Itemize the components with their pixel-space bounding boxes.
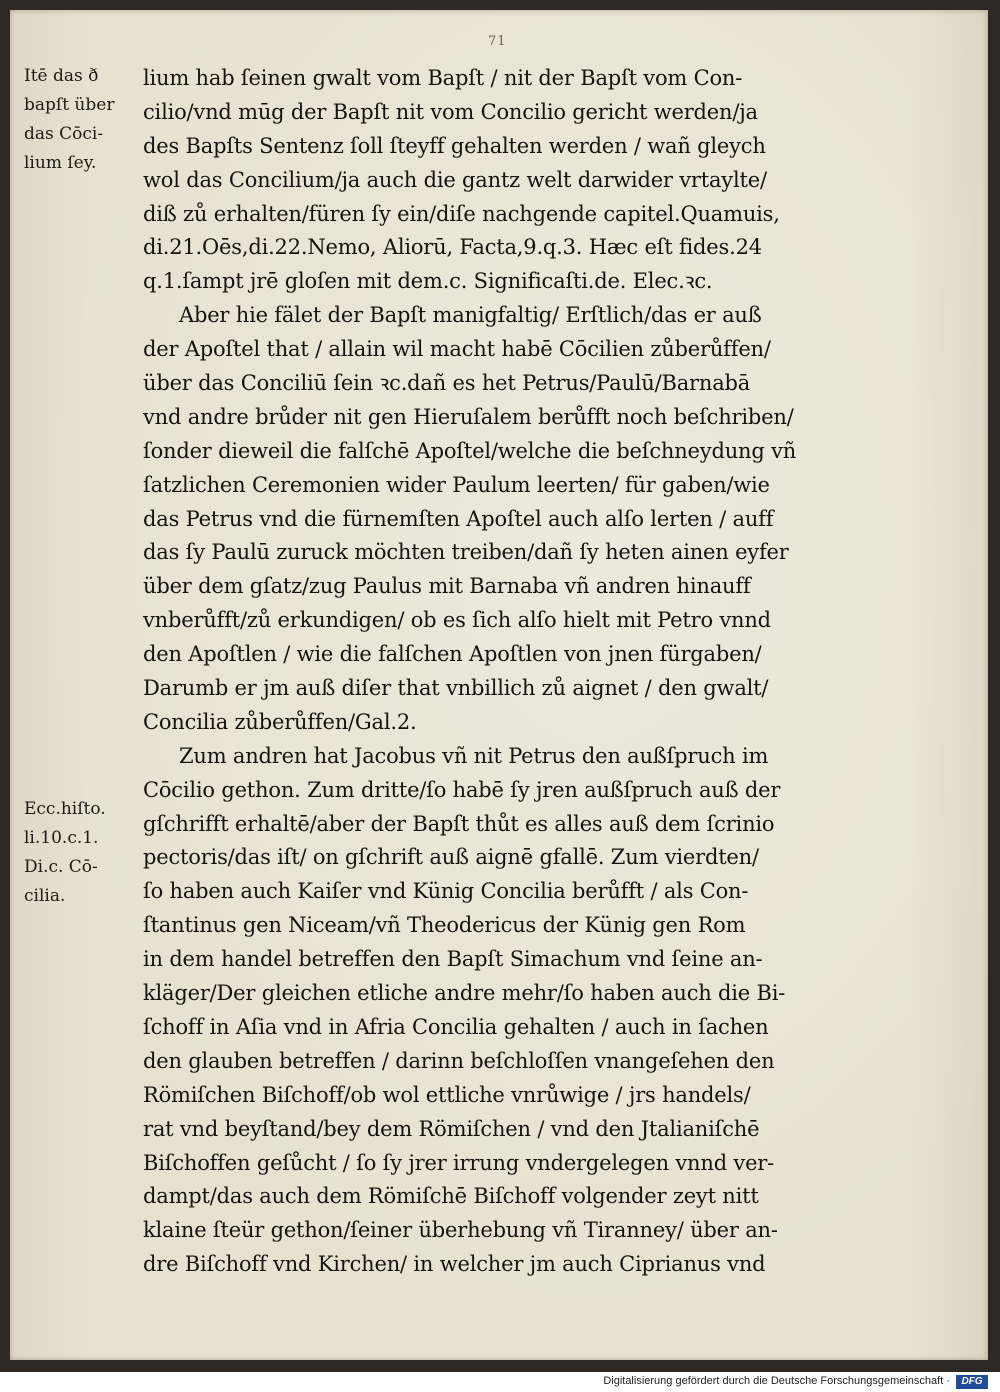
text-line: cilio/vnd mūg der Bapſt nit vom Concilio gericht werden/ja [143,99,758,124]
body-text [143,62,903,1282]
text-line: Concilia zůberůffen/Gal.2. [143,709,417,734]
text-line: Darumb er jm auß diſer that vnbillich zů aignet / den gwalt/ [143,676,769,701]
text-line: den glauben betreffen / darinn beſchloſſen vnangeſehen den [143,1048,775,1073]
margin-note: Itē das ð bapſt über das Cōci‑ lium ſey. [24,66,115,173]
text-line: in dem handel betreffen den Bapſt Simachum vnd ſeine an‑ [143,947,763,972]
text-line: Aber hie fälet der Bapſt manigfaltig/ Erſtlich/das er auß [179,303,762,328]
text-line: diß zů erhalten/füren ſy ein/diſe nachgende capitel.Quamuis, [143,201,780,226]
text-line: q.1.ſampt jrē gloſen mit dem.c. Significaſti.de. Elec.ꝛc. [143,269,713,294]
text-line: Cōcilio gethon. Zum dritte/ſo habē ſy jren außſpruch auß der [143,777,781,802]
text-line: Zum andren hat Jacobus vñ nit Petrus den außſpruch im [179,743,769,768]
margin-note: Ecc.hiſto. li.10.c.1. Di.c. Cō‑ cilia. [24,799,106,906]
text-line: der Apoſtel that / allain wil macht habē Cōcilien zůberůffen/ [143,337,771,362]
text-line: klaine ſteür gethon/ſeiner überhebung vñ Tiranney/ über an‑ [143,1218,778,1243]
text-line: Biſchoffen geſůcht / ſo ſy jrer irrung vndergelegen vnnd ver‑ [143,1150,775,1175]
text-line: lium hab ſeinen gwalt vom Bapſt / nit der Bapſt vom Con‑ [143,66,743,90]
book-page [10,10,988,1360]
text-line: den Apoſtlen / wie die falſchen Apoſtlen von jnen fürgaben/ [143,642,762,667]
text-line: vnd andre brůder nit gen Hieruſalem berůfft noch beſchriben/ [143,404,794,429]
text-line: ſtantinus gen Niceam/vñ Theodericus der Künig gen Rom [143,913,746,938]
text-line: des Bapſts Sentenz ſoll ſteyff gehalten werden / wañ gleych [143,133,766,158]
text-line: über das Conciliū ſein ꝛc.dañ es het Petrus/Paulū/Barnabā [143,371,751,396]
footer-bar [0,1372,1000,1392]
text-line: vnberůfft/zů erkundigen/ ob es ſich alſo hielt mit Petro vnnd [143,608,771,633]
dfg-logo[interactable]: DFG [956,1375,988,1389]
page-number: 71 [488,34,507,49]
text-line: dampt/das auch dem Römiſchē Biſchoff volgender zeyt nitt [143,1184,759,1209]
text-line: ſonder dieweil die falſchē Apoſtel/welche die beſchneydung vñ [143,438,797,463]
text-line: pectoris/das iſt/ on gſchrift auß aignē gfallē. Zum vierdten/ [143,845,759,870]
text-line: dre Biſchoff vnd Kirchen/ in welcher jm auch Ciprianus vnd [143,1252,766,1277]
text-line: das ſy Paulū zuruck möchten treiben/dañ ſy heten ainen eyfer [143,540,789,565]
text-line: rat vnd beyſtand/bey dem Römiſchen / vnd den Jtalianiſchē [143,1116,760,1141]
text-line: Römiſchen Biſchoff/ob wol ettliche vnrůwige / jrs handels/ [143,1082,751,1107]
text-line: ſchoff in Aſia vnd in Afria Concilia gehalten / auch in ſachen [143,1014,769,1039]
text-line: kläger/Der gleichen etliche andre mehr/ſo haben auch die Bi‑ [143,981,786,1006]
text-line: gſchrifft erhaltē/aber der Bapſt thůt es alles auß dem ſcrinio [143,811,775,836]
text-line: wol das Concilium/ja auch die gantz welt darwider vrtaylte/ [143,167,767,192]
funding-credit: Digitalisierung gefördert durch die Deutsche Forschungsgemeinschaft · [603,1375,950,1387]
text-line: ſo haben auch Kaiſer vnd Künig Concilia berůfft / als Con‑ [143,879,749,904]
text-line: ſatzlichen Ceremonien wider Paulum leerten/ für gaben/wie [143,472,770,497]
text-line: di.21.Oēs,di.22.Nemo, Aliorū, Facta,9.q.3. Hæc eſt fides.24 [143,235,762,260]
text-line: über dem gſatz/zug Paulus mit Barnaba vñ andren hinauff [143,574,751,599]
text-line: das Petrus vnd die fürnemſten Apoſtel auch alſo lerten / auff [143,506,774,531]
